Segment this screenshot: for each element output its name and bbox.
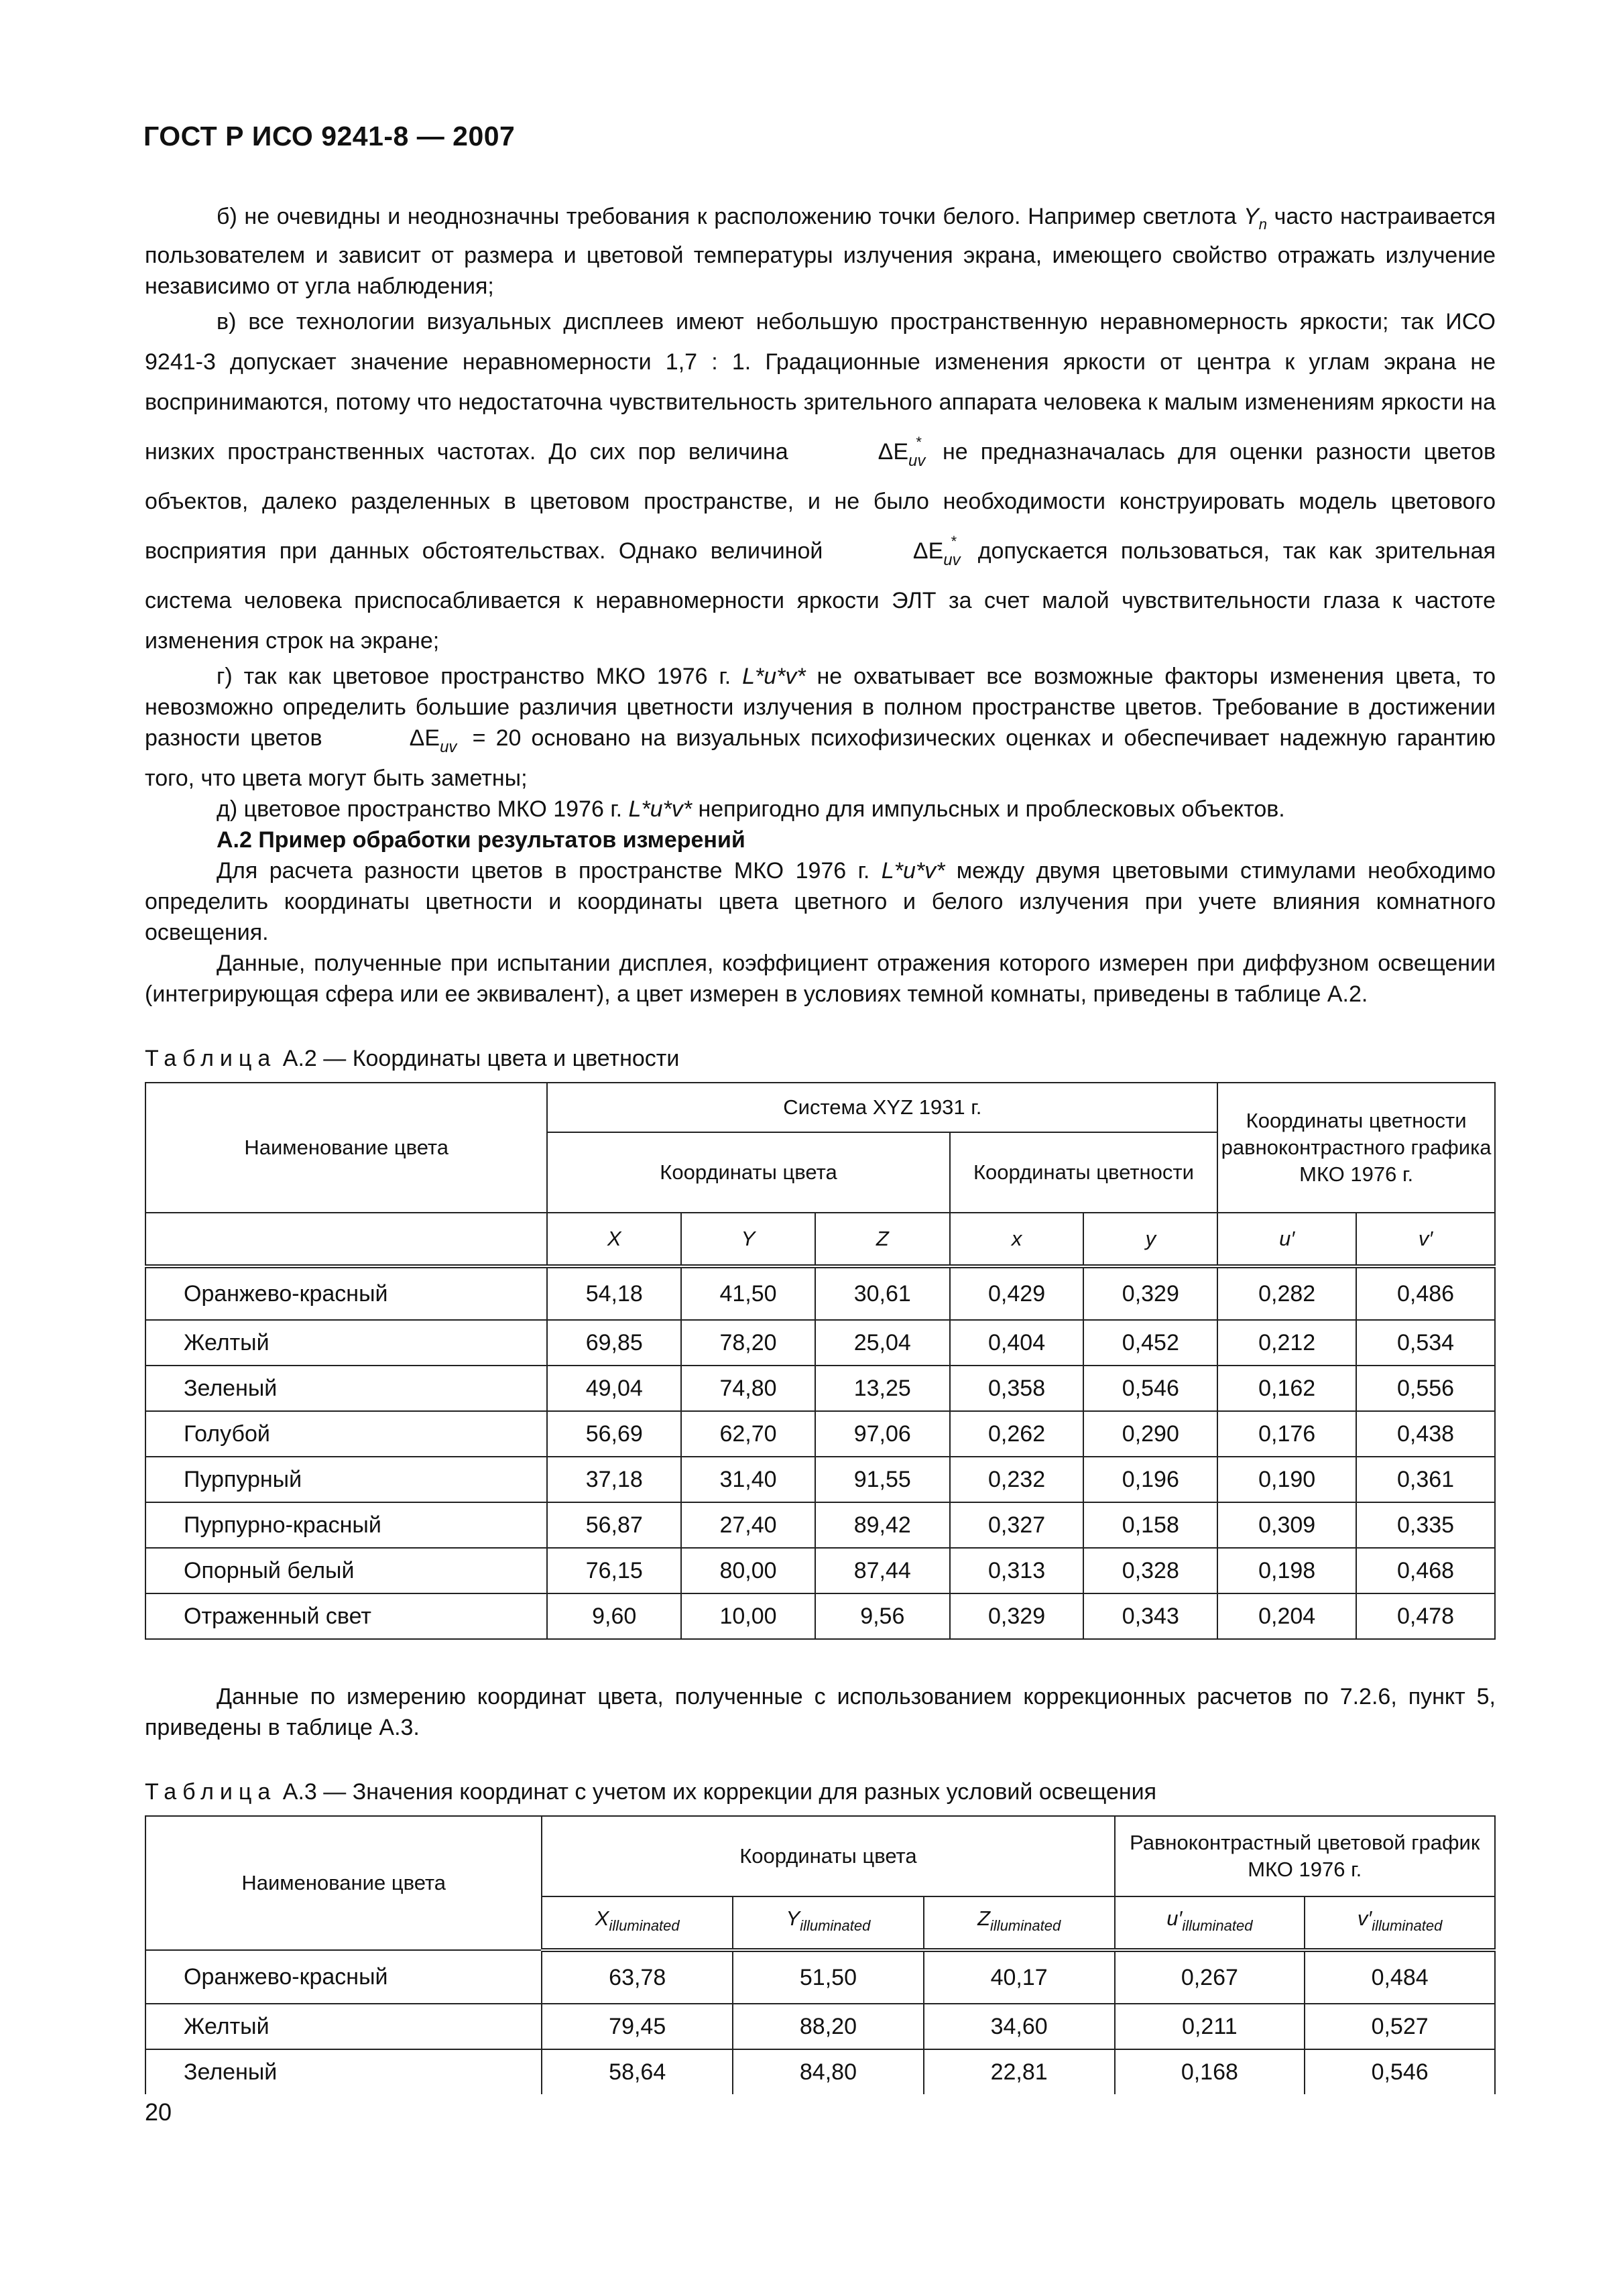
value-y: 0,452 (1083, 1320, 1217, 1366)
value-v: 0,361 (1356, 1457, 1495, 1502)
value-v: 0,438 (1356, 1411, 1495, 1457)
value-y: 0,328 (1083, 1548, 1217, 1593)
color-name-cell: Пурпурный (145, 1457, 547, 1502)
value-Y: 27,40 (681, 1502, 815, 1548)
value-Z: 9,56 (815, 1593, 950, 1639)
value-Y: 31,40 (681, 1457, 815, 1502)
axis-v-prime: v′ (1356, 1213, 1495, 1266)
value-Y: 62,70 (681, 1411, 815, 1457)
value-X: 69,85 (547, 1320, 681, 1366)
color-name-cell: Желтый (145, 1320, 547, 1366)
value-x: 0,404 (950, 1320, 1084, 1366)
table-a2-caption: Таблица А.2 — Координаты цвета и цветности (145, 1045, 680, 1071)
value-X: 56,69 (547, 1411, 681, 1457)
item-v: в) все технологии визуальных дисплеев имеют небольшую пространственную неравномерность яркости; так ИСО 9241-3 допускает значение неравномерности 1,7 : 1. Градационные изменения яркости от центра к углам экрана не воспринимаются, потому что недостаточна чувствительность зрительного аппарата человека к малым изменениям яркости на низких пространственных частотах. До сих пор величина $\Delta E_{uv}^*$ не предназначалась для оценки разности цветов объектов, далеко разделенных в цветовом пространстве, и не было необходимости конструировать модель цветового восприятия при данных обстоятельствах. Однако величиной $\Delta E_{uv}^*$ допускается пользоваться, так как зрительная система человека приспосабливается к неравномерности яркости ЭЛТ за счет малой чувствительности глаза к частоте изменения строк на экране; (145, 308, 1496, 654)
value-u: 0,211 (1115, 2004, 1305, 2049)
color-name-cell: Зеленый (145, 2049, 542, 2094)
axis-u-illuminated: $u'_{illuminated}$ (1115, 1896, 1305, 1950)
page-body (145, 201, 1496, 2094)
value-X: 49,04 (547, 1366, 681, 1411)
table-row (145, 1593, 1495, 1639)
item-b: б) не очевидны и неоднозначны требования к расположению точки белого. Например светлота $Y_n$ часто настраивается пользователем и зависит от размера и цветовой температуры излучения экрана, имеющего свойство отражать излучение независимо от угла наблюдения; (145, 204, 1496, 299)
value-v: 0,527 (1305, 2004, 1495, 2049)
value-Z: 97,06 (815, 1411, 950, 1457)
item-g: г) так как цветовое пространство МКО 1976 г. L*u*v* не охватывает все возможные факторы изменения цвета, то невозможно определить большие различия цветности излучения в полном пространстве цветов. Требование в достижении разности цветов $\Delta E_{uv} = 20$ основано на визуальных психофизических оценках и обеспечивает надежную гарантию того, что цвета могут быть заметны; (145, 663, 1496, 791)
value-Y: 51,50 (733, 1950, 924, 2004)
value-Y: 74,80 (681, 1366, 815, 1411)
document-header: ГОСТ Р ИСО 9241-8 — 2007 (143, 121, 516, 152)
table-a3-caption: Таблица А.3 — Значения координат с учетом их коррекции для разных условий освещения (145, 1778, 1157, 1805)
value-x: 0,329 (950, 1593, 1084, 1639)
color-name-cell: Оранжево-красный (145, 1950, 542, 2004)
header-color-name: Наименование цвета (145, 1083, 547, 1213)
header-blank (145, 1213, 547, 1266)
header-chromaticity: Координаты цветности (950, 1132, 1218, 1213)
item-d: д) цветовое пространство МКО 1976 г. L*u*v* непригодно для импульсных и проблесковых объектов. (217, 796, 1285, 822)
value-u: 0,168 (1115, 2049, 1305, 2094)
axis-X-illuminated: $X_{illuminated}$ (542, 1896, 733, 1950)
value-X: 58,64 (542, 2049, 733, 2094)
value-Y: 84,80 (733, 2049, 924, 2094)
header-color-name: Наименование цвета (145, 1816, 542, 1950)
value-v: 0,556 (1356, 1366, 1495, 1411)
value-v: 0,484 (1305, 1950, 1495, 2004)
value-v: 0,486 (1356, 1266, 1495, 1320)
value-Z: 34,60 (924, 2004, 1115, 2049)
axis-x: x (950, 1213, 1084, 1266)
color-name-cell: Оранжево-красный (145, 1266, 547, 1320)
value-x: 0,327 (950, 1502, 1084, 1548)
a3-reference-paragraph: Данные по измерению координат цвета, полученные с использованием коррекционных расчетов по 7.2.6, пункт 5, приведены в таблице А.3. (145, 1683, 1496, 1740)
value-u: 0,309 (1217, 1502, 1356, 1548)
value-x: 0,232 (950, 1457, 1084, 1502)
value-X: 54,18 (547, 1266, 681, 1320)
value-u: 0,282 (1217, 1266, 1356, 1320)
value-u: 0,162 (1217, 1366, 1356, 1411)
color-name-cell: Отраженный свет (145, 1593, 547, 1639)
value-Z: 89,42 (815, 1502, 950, 1548)
axis-Y: Y (681, 1213, 815, 1266)
table-row (145, 2004, 1495, 2049)
value-v: 0,534 (1356, 1320, 1495, 1366)
header-ucs-graph: Равноконтрастный цветовой график МКО 1976 г. (1115, 1816, 1496, 1896)
value-X: 76,15 (547, 1548, 681, 1593)
value-v: 0,468 (1356, 1548, 1495, 1593)
value-Y: 88,20 (733, 2004, 924, 2049)
delta-e-formula: $\Delta E_{uv}$ (409, 725, 457, 756)
value-u: 0,190 (1217, 1457, 1356, 1502)
a2-paragraph-1: Для расчета разности цветов в пространстве МКО 1976 г. L*u*v* между двумя цветовыми стимулами необходимо определить координаты цветности и координаты цвета цветного и белого излучения при учете влияния комнатного освещения. (145, 857, 1496, 945)
header-system-xyz: Система XYZ 1931 г. (547, 1083, 1217, 1132)
value-v: 0,335 (1356, 1502, 1495, 1548)
table-row (145, 2049, 1495, 2094)
delta-e-formula: $\Delta E_{uv}^*$ (878, 433, 926, 470)
value-u: 0,267 (1115, 1950, 1305, 2004)
value-Z: 91,55 (815, 1457, 950, 1502)
header-ucs-coords: Координаты цветности равноконтрастного графика МКО 1976 г. (1217, 1083, 1495, 1213)
value-x: 0,313 (950, 1548, 1084, 1593)
table-row (145, 1502, 1495, 1548)
color-name-cell: Голубой (145, 1411, 547, 1457)
value-u: 0,204 (1217, 1593, 1356, 1639)
value-Y: 41,50 (681, 1266, 815, 1320)
value-Z: 25,04 (815, 1320, 950, 1366)
value-X: 37,18 (547, 1457, 681, 1502)
value-v: 0,478 (1356, 1593, 1495, 1639)
table-a3 (145, 1815, 1496, 2094)
value-X: 56,87 (547, 1502, 681, 1548)
header-color-coords: Координаты цвета (547, 1132, 949, 1213)
value-y: 0,329 (1083, 1266, 1217, 1320)
axis-v-illuminated: $v'_{illuminated}$ (1305, 1896, 1495, 1950)
table-a3-body (145, 1950, 1495, 2094)
value-Z: 22,81 (924, 2049, 1115, 2094)
table-row (145, 1950, 1495, 2004)
table-row (145, 1457, 1495, 1502)
table-row (145, 1320, 1495, 1366)
value-Z: 13,25 (815, 1366, 950, 1411)
color-name-cell: Желтый (145, 2004, 542, 2049)
value-u: 0,176 (1217, 1411, 1356, 1457)
axis-y: y (1083, 1213, 1217, 1266)
value-X: 79,45 (542, 2004, 733, 2049)
value-y: 0,158 (1083, 1502, 1217, 1548)
header-color-coords: Координаты цвета (542, 1816, 1114, 1896)
page-number: 20 (145, 2098, 172, 2126)
table-row (145, 1548, 1495, 1593)
table-a2-body (145, 1266, 1495, 1639)
value-x: 0,262 (950, 1411, 1084, 1457)
value-Z: 87,44 (815, 1548, 950, 1593)
value-Y: 78,20 (681, 1320, 815, 1366)
table-row (145, 1411, 1495, 1457)
value-x: 0,358 (950, 1366, 1084, 1411)
delta-e-formula: $\Delta E_{uv}^*$ (912, 532, 961, 569)
axis-Z: Z (815, 1213, 950, 1266)
color-name-cell: Опорный белый (145, 1548, 547, 1593)
value-Y: 80,00 (681, 1548, 815, 1593)
value-x: 0,429 (950, 1266, 1084, 1320)
value-X: 9,60 (547, 1593, 681, 1639)
value-y: 0,290 (1083, 1411, 1217, 1457)
axis-u-prime: u′ (1217, 1213, 1356, 1266)
value-Z: 40,17 (924, 1950, 1115, 2004)
value-u: 0,212 (1217, 1320, 1356, 1366)
value-y: 0,546 (1083, 1366, 1217, 1411)
section-heading-a2: А.2 Пример обработки результатов измерений (217, 827, 745, 853)
a2-paragraph-2: Данные, полученные при испытании дисплея, коэффициент отражения которого измерен при диффузном освещении (интегрирующая сфера или ее эквивалент), а цвет измерен в условиях темной комнаты, приведены в таблице А.2. (145, 950, 1496, 1007)
table-a2 (145, 1082, 1496, 1640)
value-Z: 30,61 (815, 1266, 950, 1320)
table-row (145, 1266, 1495, 1320)
value-Y: 10,00 (681, 1593, 815, 1639)
value-y: 0,196 (1083, 1457, 1217, 1502)
axis-Z-illuminated: $Z_{illuminated}$ (924, 1896, 1115, 1950)
color-name-cell: Зеленый (145, 1366, 547, 1411)
value-u: 0,198 (1217, 1548, 1356, 1593)
value-X: 63,78 (542, 1950, 733, 2004)
value-v: 0,546 (1305, 2049, 1495, 2094)
table-row (145, 1366, 1495, 1411)
axis-Y-illuminated: $Y_{illuminated}$ (733, 1896, 924, 1950)
value-y: 0,343 (1083, 1593, 1217, 1639)
color-name-cell: Пурпурно-красный (145, 1502, 547, 1548)
axis-X: X (547, 1213, 681, 1266)
